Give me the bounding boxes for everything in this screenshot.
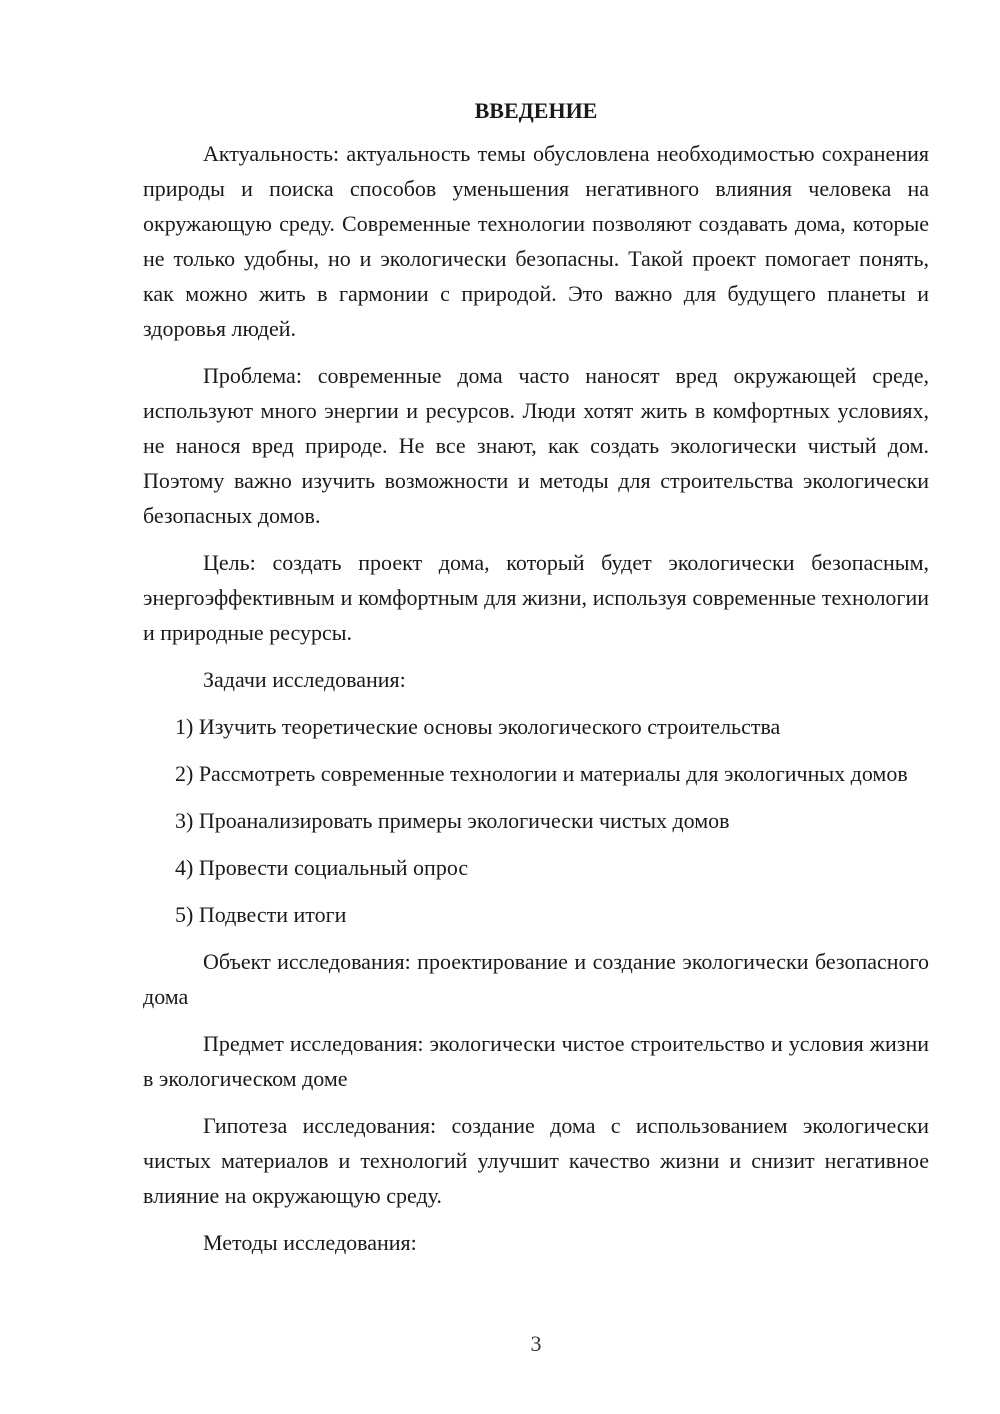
problem-paragraph: Проблема: современные дома часто наносят вред окружающей среде, используют много энергии и ресурсов. Люди хотят жить в комфортных условиях, не нанося вред природе. Не все знают, как создать экологически чистый дом. Поэтому важно изучить возможности и методы для строительства экологически безопасных домов.	[143, 363, 929, 528]
task-item: 3) Проанализировать примеры экологически чистых домов	[175, 808, 730, 833]
task-item: 4) Провести социальный опрос	[175, 855, 469, 880]
object-paragraph: Объект исследования: проектирование и создание экологически безопасного дома	[143, 949, 929, 1009]
page-number: 3	[530, 1331, 542, 1356]
subject-paragraph: Предмет исследования: экологически чистое строительство и условия жизни в экологическом доме	[143, 1031, 929, 1091]
relevance-paragraph: Актуальность: актуальность темы обусловлена необходимостью сохранения природы и поиска способов уменьшения негативного влияния человека на окружающую среду. Современные технологии позволяют создавать дома, которые не только удобны, но и экологически безопасны. Такой проект помогает понять, как можно жить в гармонии с природой. Это важно для будущего планеты и здоровья людей.	[143, 141, 929, 341]
page-content	[143, 93, 929, 1260]
hypothesis-paragraph: Гипотеза исследования: создание дома с использованием экологически чистых материалов и технологий улучшит качество жизни и снизит негативное влияние на окружающую среду.	[143, 1113, 929, 1208]
section-heading: ВВЕДЕНИЕ	[474, 98, 598, 123]
methods-title: Методы исследования:	[203, 1230, 417, 1255]
task-item: 5) Подвести итоги	[175, 902, 347, 927]
task-item: 2) Рассмотреть современные технологии и материалы для экологичных домов	[175, 761, 908, 786]
task-item: 1) Изучить теоретические основы экологического строительства	[175, 714, 781, 739]
tasks-title: Задачи исследования:	[203, 667, 406, 692]
goal-paragraph: Цель: создать проект дома, который будет экологически безопасным, энергоэффективным и комфортным для жизни, используя современные технологии и природные ресурсы.	[143, 550, 929, 645]
